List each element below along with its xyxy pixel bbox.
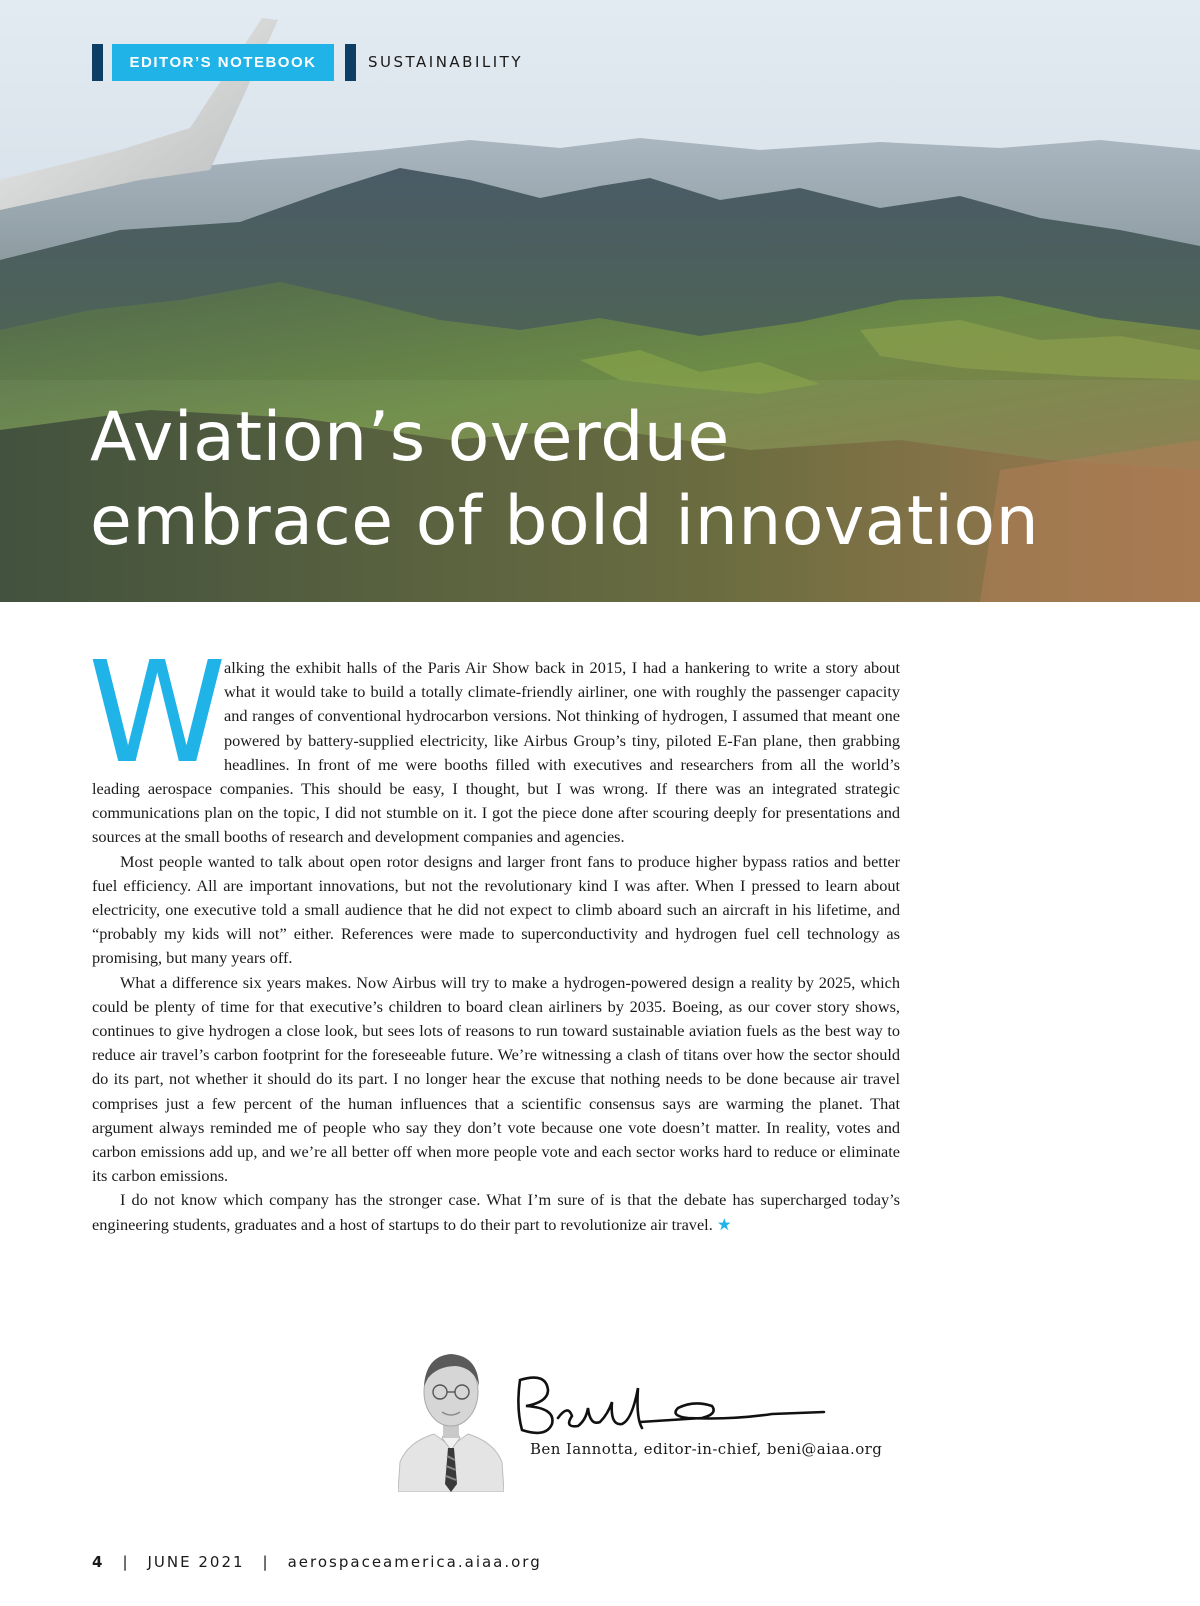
- end-mark-star-icon: ★: [716, 1214, 732, 1234]
- department-tag: EDITOR’S NOTEBOOK: [112, 44, 334, 81]
- headline: [90, 396, 1090, 564]
- article-body: [88, 632, 900, 1237]
- headline-line-2: embrace of bold innovation: [90, 482, 1040, 561]
- tag-bar-left: [92, 44, 103, 81]
- handwritten-signature: [512, 1368, 842, 1448]
- author-portrait: [398, 1334, 504, 1492]
- headline-line-1: Aviation’s overdue: [90, 398, 730, 477]
- paragraph-1-text: alking the exhibit halls of the Paris Air Show back in 2015, I had a hankering to write a story about what it would take to build a totally climate-friendly airliner, one with roughly the passenger capacity and ranges of conventional hydrocarbon versions. Not thinking of hydrogen, I assumed that meant one powered by battery-supplied electricity, like Airbus Group’s tiny, piloted E-Fan plane, then grabbing headlines. In front of me were booths filled with executives and researchers from all the world’s leading aerospace companies. This should be easy, I thought, but I was wrong. If there was an integrated strategic communications plan on the topic, I did not stumble on it. I got the piece done after scouring deeply for presentations and sources at the small booths of research and development companies and agencies.: [92, 658, 900, 847]
- tag-bar-right: [345, 44, 356, 81]
- paragraph-3: What a difference six years makes. Now Airbus will try to make a hydrogen-powered design a reality by 2025, which could be plenty of time for that executive’s children to board clean airliners by 2035. Boeing, as our cover story shows, continues to give hydrogen a close look, but sees lots of reasons to run toward sustainable aviation fuels as the best way to reduce air travel’s carbon footprint for the foreseeable future. We’re witnessing a clash of titans over how the sector should do its part, not whether it should do its part. I no longer hear the excuse that nothing needs to be done because air travel comprises just a few percent of the human influences that a scientific consensus says are warming the planet. That argument always reminded me of people who say they don’t vote because one vote doesn’t matter. In reality, votes and carbon emissions add up, and we’re all better off when more people vote and each sector works hard to reduce or eliminate its carbon emissions.: [92, 972, 900, 1186]
- website-link[interactable]: aerospaceamerica.aiaa.org: [287, 1553, 542, 1571]
- author-byline: Ben Iannotta, editor-in-chief, beni@aiaa.org: [530, 1440, 883, 1458]
- page-number: 4: [92, 1553, 105, 1571]
- paragraph-1: [88, 632, 900, 850]
- paragraph-4: [92, 1188, 900, 1236]
- paragraph-4-text: I do not know which company has the stronger case. What I’m sure of is that the debate has supercharged today’s engineering students, graduates and a host of startups to do their part to revolutionize air travel.: [92, 1190, 900, 1234]
- footer-separator: |: [122, 1553, 130, 1571]
- page-footer: [92, 1553, 542, 1571]
- paragraph-2: Most people wanted to talk about open rotor designs and larger front fans to produce higher bypass ratios and better fuel efficiency. All are important innovations, but not the revolutionary kind I was after. When I pressed to learn about electricity, one executive told a small audience that he did not expect to climb aboard such an aircraft in his lifetime, and “probably my kids will not” either. References were made to superconductivity and hydrogen fuel cell technology as promising, but many years off.: [92, 851, 900, 968]
- section-label: SUSTAINABILITY: [368, 53, 524, 71]
- footer-separator: |: [262, 1553, 270, 1571]
- issue-date: JUNE 2021: [147, 1553, 245, 1571]
- drop-cap: W: [88, 632, 227, 795]
